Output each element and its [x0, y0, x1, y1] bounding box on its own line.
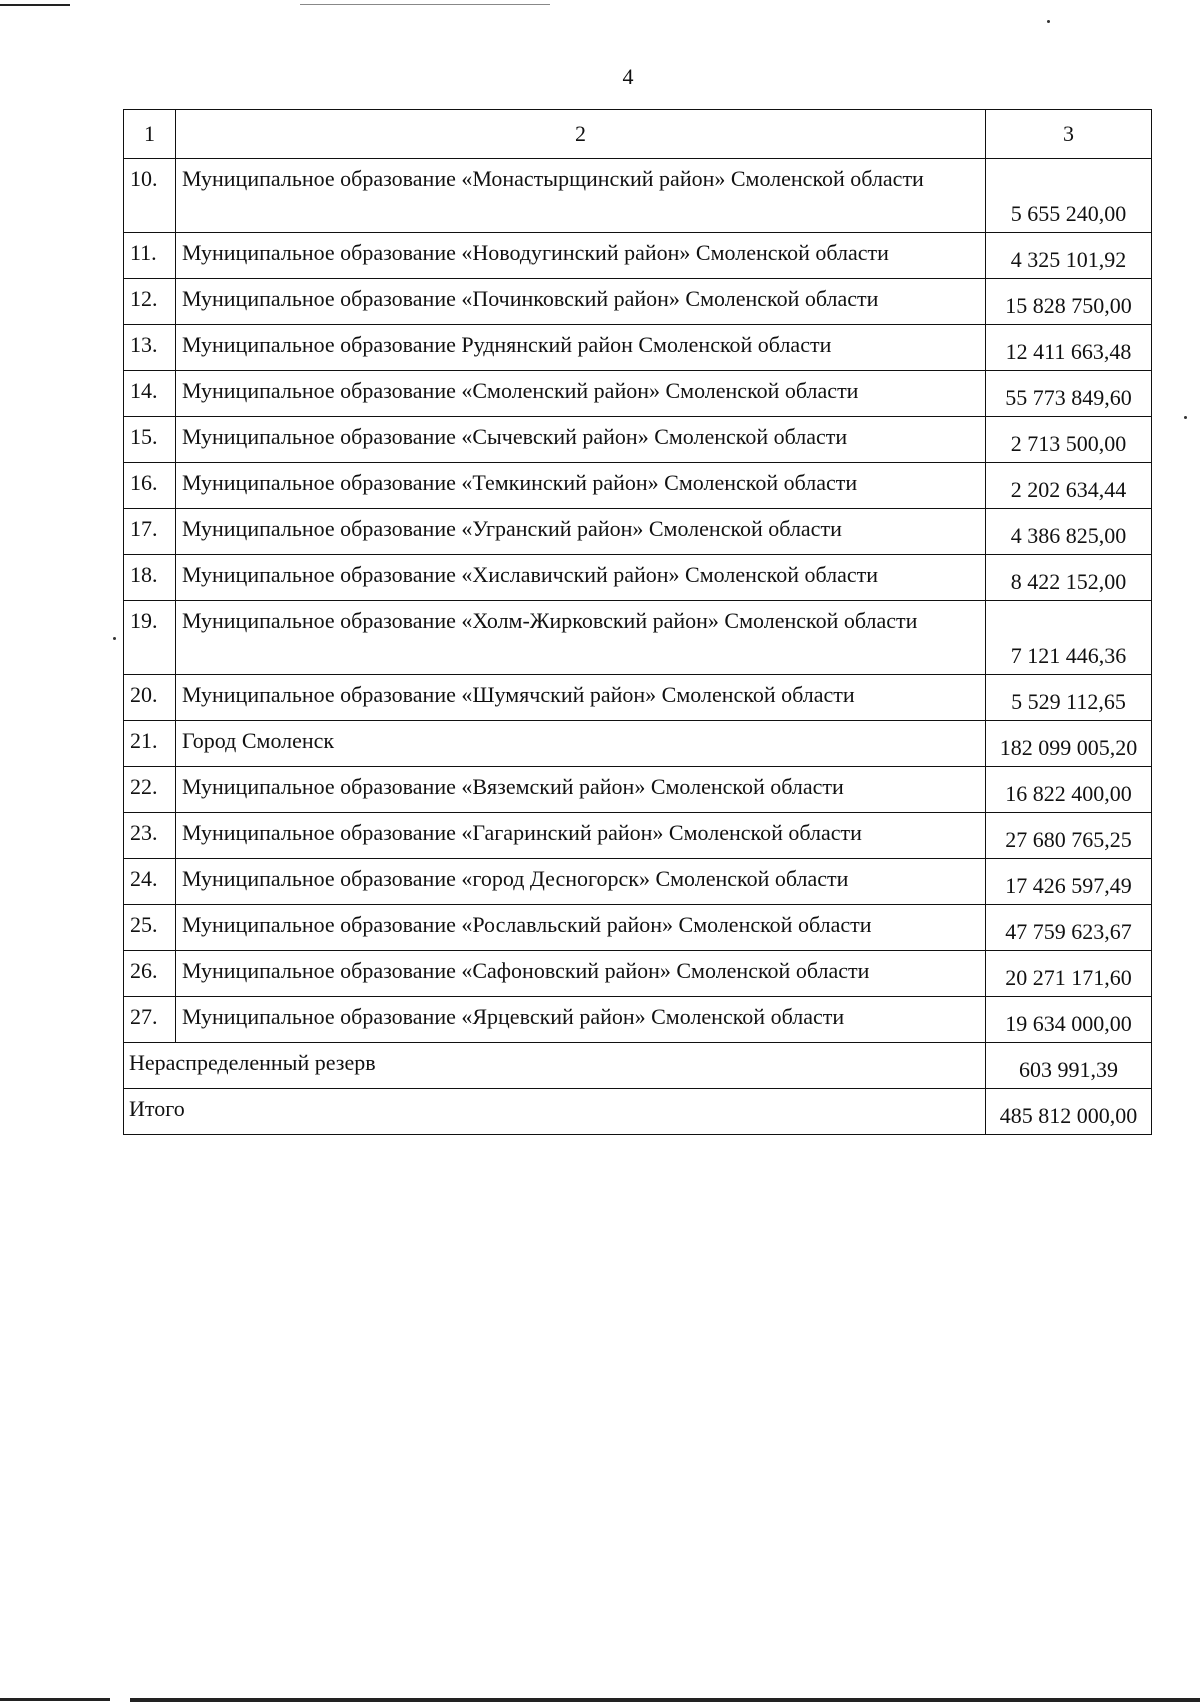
municipality-name: Муниципальное образование «Гагаринский район» Смоленской области: [176, 813, 986, 859]
table-row: [124, 767, 1152, 813]
total-row-amount: 485 812 000,00: [986, 1089, 1152, 1135]
row-number: 18.: [124, 555, 176, 601]
table-row: [124, 905, 1152, 951]
table-row: [124, 555, 1152, 601]
row-number: 27.: [124, 997, 176, 1043]
table-row: [124, 417, 1152, 463]
row-number: 11.: [124, 233, 176, 279]
amount-value: 2 202 634,44: [986, 463, 1152, 509]
municipality-name: Муниципальное образование «Монастырщинский район» Смоленской области: [176, 159, 986, 233]
row-number: 19.: [124, 601, 176, 675]
allocation-table: [123, 109, 1152, 1135]
page-number: 4: [622, 64, 634, 89]
municipality-name: Муниципальное образование «город Десногорск» Смоленской области: [176, 859, 986, 905]
municipality-name: Муниципальное образование «Смоленский район» Смоленской области: [176, 371, 986, 417]
reserve-row-amount: 603 991,39: [986, 1043, 1152, 1089]
total-row: [124, 1089, 1152, 1135]
row-number: 22.: [124, 767, 176, 813]
row-number: 10.: [124, 159, 176, 233]
row-number: 17.: [124, 509, 176, 555]
row-number: 20.: [124, 675, 176, 721]
column-header-3: 3: [986, 110, 1152, 159]
amount-value: 4 386 825,00: [986, 509, 1152, 555]
amount-value: 5 655 240,00: [986, 159, 1152, 233]
table-row: [124, 997, 1152, 1043]
table-row: [124, 951, 1152, 997]
municipality-name: Муниципальное образование «Сафоновский район» Смоленской области: [176, 951, 986, 997]
reserve-row-label: Нераспределенный резерв: [124, 1043, 986, 1089]
municipality-name: Муниципальное образование «Сычевский район» Смоленской области: [176, 417, 986, 463]
municipality-name: Город Смоленск: [176, 721, 986, 767]
amount-value: 2 713 500,00: [986, 417, 1152, 463]
amount-value: 19 634 000,00: [986, 997, 1152, 1043]
scan-artifact-bottom: [0, 1698, 110, 1701]
row-number: 15.: [124, 417, 176, 463]
table-row: [124, 233, 1152, 279]
amount-value: 55 773 849,60: [986, 371, 1152, 417]
reserve-row: [124, 1043, 1152, 1089]
table-row: [124, 859, 1152, 905]
row-number: 23.: [124, 813, 176, 859]
table-row: [124, 601, 1152, 675]
amount-value: 20 271 171,60: [986, 951, 1152, 997]
municipality-name: Муниципальное образование «Новодугинский район» Смоленской области: [176, 233, 986, 279]
row-number: 25.: [124, 905, 176, 951]
row-number: 12.: [124, 279, 176, 325]
municipality-name: Муниципальное образование «Вяземский район» Смоленской области: [176, 767, 986, 813]
amount-value: 12 411 663,48: [986, 325, 1152, 371]
amount-value: 4 325 101,92: [986, 233, 1152, 279]
scan-artifact-top: [0, 4, 70, 6]
amount-value: 15 828 750,00: [986, 279, 1152, 325]
amount-value: 47 759 623,67: [986, 905, 1152, 951]
column-header-1: 1: [124, 110, 176, 159]
municipality-name: Муниципальное образование «Рославльский район» Смоленской области: [176, 905, 986, 951]
municipality-name: Муниципальное образование «Шумячский район» Смоленской области: [176, 675, 986, 721]
stray-dot: [1184, 416, 1187, 419]
row-number: 21.: [124, 721, 176, 767]
table-row: [124, 325, 1152, 371]
table-row: [124, 813, 1152, 859]
stray-dot: [1047, 20, 1050, 23]
amount-value: 17 426 597,49: [986, 859, 1152, 905]
row-number: 16.: [124, 463, 176, 509]
table-body: [124, 110, 1152, 1135]
row-number: 14.: [124, 371, 176, 417]
amount-value: 182 099 005,20: [986, 721, 1152, 767]
municipality-name: Муниципальное образование «Ярцевский район» Смоленской области: [176, 997, 986, 1043]
table-row: [124, 721, 1152, 767]
scan-artifact-bottom: [130, 1698, 1200, 1702]
amount-value: 27 680 765,25: [986, 813, 1152, 859]
municipality-name: Муниципальное образование «Угранский район» Смоленской области: [176, 509, 986, 555]
municipality-name: Муниципальное образование «Холм-Жирковский район» Смоленской области: [176, 601, 986, 675]
table-row: [124, 463, 1152, 509]
scan-artifact-top: [300, 4, 550, 5]
table-row: [124, 279, 1152, 325]
total-row-label: Итого: [124, 1089, 986, 1135]
row-number: 26.: [124, 951, 176, 997]
amount-value: 16 822 400,00: [986, 767, 1152, 813]
amount-value: 8 422 152,00: [986, 555, 1152, 601]
table-row: [124, 159, 1152, 233]
municipality-name: Муниципальное образование «Починковский район» Смоленской области: [176, 279, 986, 325]
table-header-row: [124, 110, 1152, 159]
municipality-name: Муниципальное образование «Темкинский район» Смоленской области: [176, 463, 986, 509]
column-header-2: 2: [176, 110, 986, 159]
table-row: [124, 371, 1152, 417]
table-row: [124, 675, 1152, 721]
stray-dot: [113, 637, 116, 640]
amount-value: 5 529 112,65: [986, 675, 1152, 721]
municipality-name: Муниципальное образование «Хиславичский район» Смоленской области: [176, 555, 986, 601]
row-number: 24.: [124, 859, 176, 905]
municipality-name: Муниципальное образование Руднянский район Смоленской области: [176, 325, 986, 371]
amount-value: 7 121 446,36: [986, 601, 1152, 675]
row-number: 13.: [124, 325, 176, 371]
table-row: [124, 509, 1152, 555]
